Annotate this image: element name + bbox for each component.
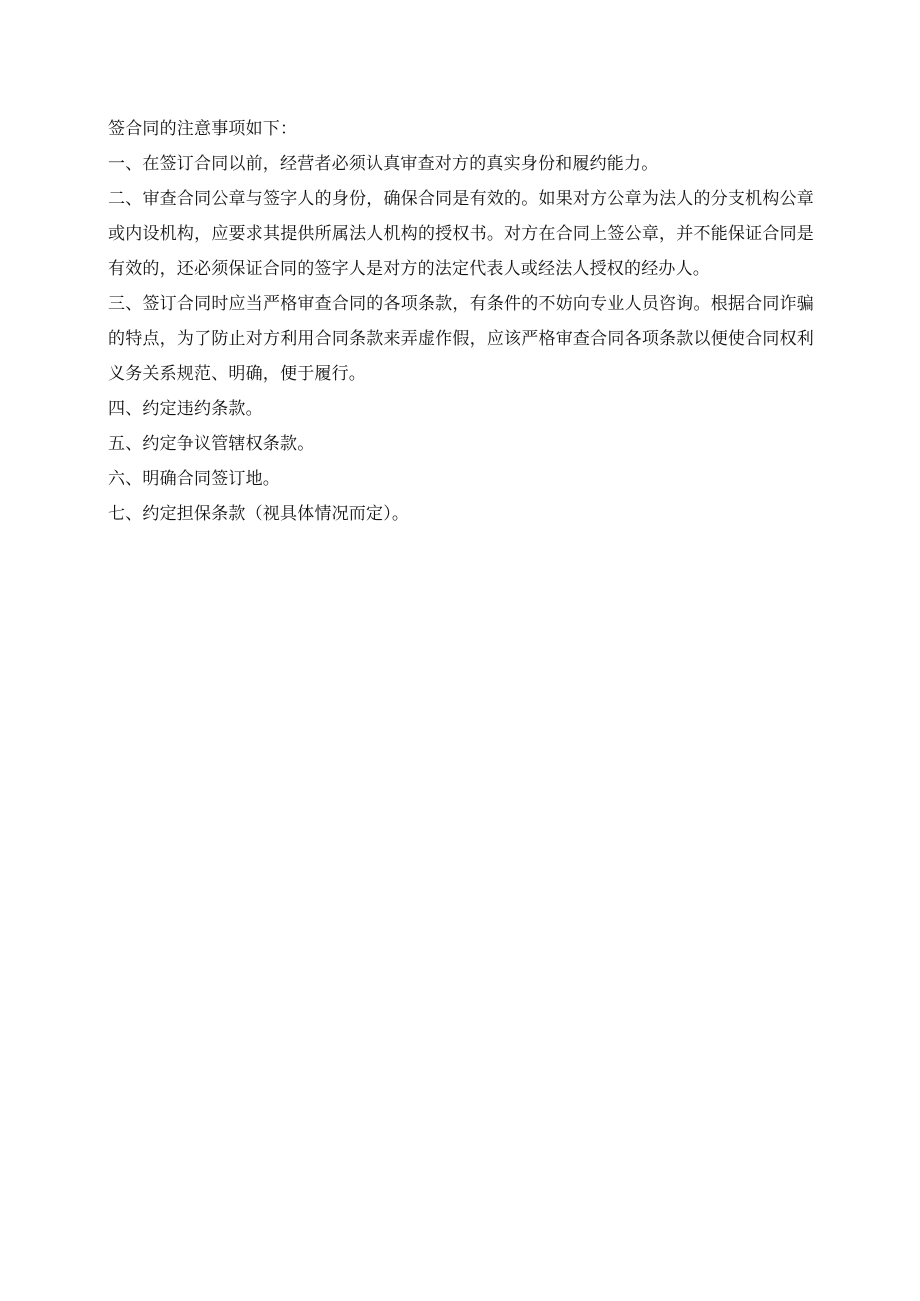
list-item: 四、约定违约条款。 (108, 399, 263, 419)
document-heading: 签合同的注意事项如下： (108, 119, 298, 139)
list-item: 一、在签订合同以前，经营者必须认真审查对方的真实身份和履约能力。 (108, 154, 659, 174)
list-item: 五、约定争议管辖权条款。 (108, 434, 315, 454)
list-item: 六、明确合同签订地。 (108, 469, 280, 489)
list-item: 二、审查合同公章与签字人的身份，确保合同是有效的。如果对方公章为法人的分支机构公章或内设机构，应要求其提供所属法人机构的授权书。对方在合同上签公章，并不能保证合同是有效的，还必须保证合同的签字人是对方的法定代表人或经法人授权的经办人。 (108, 189, 814, 279)
document-body (108, 112, 814, 532)
list-item: 七、约定担保条款（视具体情况而定）。 (108, 504, 410, 524)
list-item: 三、签订合同时应当严格审查合同的各项条款，有条件的不妨向专业人员咨询。根据合同诈骗的特点，为了防止对方利用合同条款来弄虚作假，应该严格审查合同各项条款以便使合同权利义务关系规范、明确，便于履行。 (108, 294, 814, 384)
